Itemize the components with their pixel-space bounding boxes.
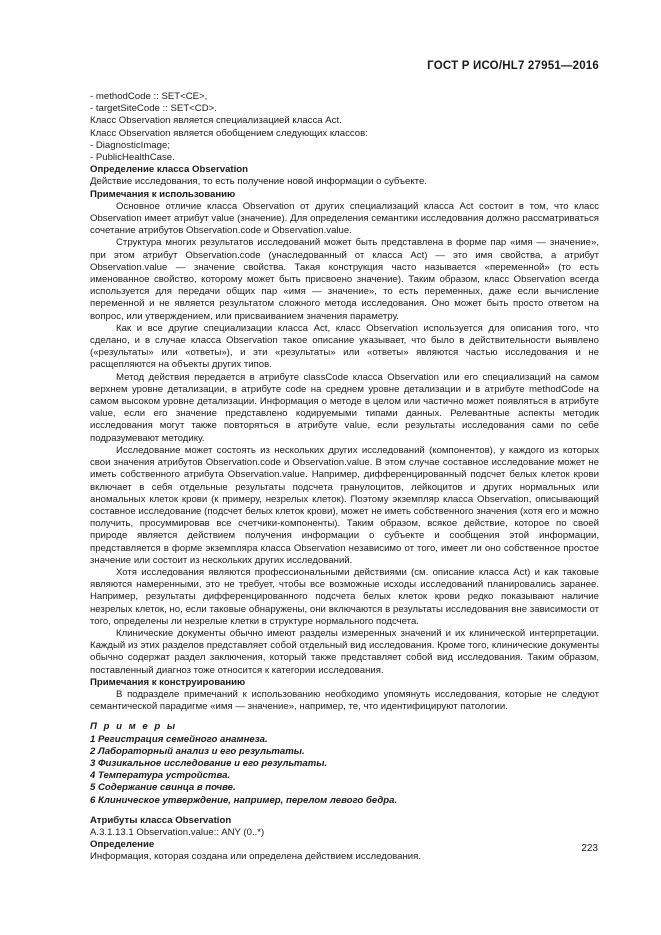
section-heading: Определение (90, 839, 155, 851)
usage-paragraph: Основное отличие класса Observation от других специализаций класса Act состоит в том, что класс Observation имеет атрибут value (значение). Для определения семантики исследования должно рассматриваться сочетание атрибутов Observation.code и Observation.value. (90, 200, 599, 237)
subclass-item: - DiagnosticImage; (90, 139, 170, 151)
attribute-line: - targetSiteCode :: SET<CD>. (90, 103, 217, 115)
class-statement: Класс Observation является специализацией класса Act. (90, 115, 342, 127)
page-number: 223 (581, 843, 598, 854)
section-heading: Примечания к конструированию (90, 676, 246, 688)
example-item: 4 Температура устройства. (90, 770, 231, 782)
examples-title: П р и м е р ы (90, 721, 178, 733)
usage-paragraph: Структура многих результатов исследований может быть представлена в форме пар «имя — значение», при этом атрибут Observation.code (унаследованный от класса Act) — это имя свойства, а атрибут Observation.value — значение свойства. Такая конструкция часто называется «переменной» (то есть именованное свойство, которому может быть присвоено значение). Таким образом, класс Observation всегда используется для передачи общих пар «имя — значение», то есть переменных, даже если вычисление переменной и не является результатом сложного метода исследования. Оно может быть просто ответом на вопрос, или утверждением, или присваиванием значения параметру. (90, 237, 599, 322)
example-item: 3 Физикальное исследование и его результаты. (90, 757, 328, 769)
usage-paragraph: Хотя исследования являются профессиональными действиями (см. описание класса Act) и как таковые являются намеренными, это не требует, чтобы все возможные исходы исследований планировались заранее. Например, результаты дифференцированного подсчета белых клеток крови редко показывают наличие незрелых клеток, но, если таковые обнаружены, они включаются в результаты исследования вне зависимости от того, определены ли незрелые клетки в структуре нормального подсчета. (90, 566, 599, 627)
section-heading: Атрибуты класса Observation (90, 814, 232, 826)
definition-text: Действие исследования, то есть получение новой информации о субъекте. (90, 176, 427, 188)
standard-header: ГОСТ Р ИСО/HL7 27951—2016 (427, 60, 599, 72)
section-heading: Примечания к использованию (90, 188, 236, 200)
class-statement: Класс Observation является обобщением следующих классов: (90, 127, 368, 139)
document-body (90, 91, 599, 864)
example-item: 1 Регистрация семейного анамнеза. (90, 733, 268, 745)
usage-paragraph: Как и все другие специализации класса Act, класс Observation используется для описания того, что сделано, и в случае класса Observation такое описание указывает, что было в действительности выявлено («результаты» или «ответы»), и эти «результаты» или «ответы» являются частью исследования и не расщепляются на объекты других типов. (90, 322, 599, 371)
example-item: 2 Лабораторный анализ и его результаты. (90, 745, 305, 757)
attribute-line: - methodCode :: SET<CE>, (90, 91, 208, 102)
construction-paragraph: В подразделе примечаний к использованию необходимо упомянуть исследования, которые не следуют семантической парадигме «имя — значение», например, те, что идентифицируют патологии. (90, 688, 599, 713)
usage-paragraph: Метод действия передается в атрибуте classCode класса Observation или его специализаций на самом верхнем уровне детализации, в атрибуте code на среднем уровне детализации и в атрибуте methodCode на самом высоком уровне детализации. Информация о методе в целом или частично может появляться в атрибуте value, если его значение представлено кодируемыми типами данных. Релевантные аспекты методик исследования могут также повторяться в атрибуте value, если результаты исследования сами по себе подразумевают методику. (90, 371, 599, 444)
usage-paragraph: Клинические документы обычно имеют разделы измеренных значений и их клинической интерпретации. Каждый из этих разделов представляет собой отдельный вид исследования. Кроме того, клинические документы обычно содержат раздел заключения, который также представляет собой вид исследования. Таким образом, поставленный диагноз тоже относится к категории исследования. (90, 627, 599, 676)
section-heading: Определение класса Observation (90, 164, 248, 176)
subclass-item: - PublicHealthCase. (90, 152, 175, 164)
usage-paragraph: Исследование может состоять из нескольких других исследований (компонентов), у каждого из которых свои значения атрибутов Observation.code и Observation.value. В этом случае составное исследование может не иметь собственного атрибута Observation.value. Например, дифференцированный подсчет белых клеток крови включает в себя отдельные результаты подсчета гранулоцитов, лейкоцитов и других нормальных или аномальных клеток крови (к примеру, незрелых клеток). Поэтому экземпляр класса Observation, описывающий составное исследование (подсчет белых клеток крови), может не иметь собственного значения (хотя его и можно получить, просуммировав все счетчики-компоненты). Таким образом, всякое действие, которое по своей природе является действием получения информации о субъекте и сообщения этой информации, представляется в форме экземпляра класса Observation независимо от того, имеет ли оно собственное простое значение или состоит из нескольких других исследований. (90, 444, 599, 566)
example-item: 5 Содержание свинца в почве. (90, 782, 236, 794)
examples-block (90, 721, 599, 806)
definition-text: Информация, которая создана или определена действием исследования. (90, 851, 422, 863)
attribute-signature: A.3.1.13.1 Observation.value:: ANY (0..*) (90, 826, 265, 838)
example-item: 6 Клиническое утверждение, например, перелом левого бедра. (90, 794, 398, 806)
